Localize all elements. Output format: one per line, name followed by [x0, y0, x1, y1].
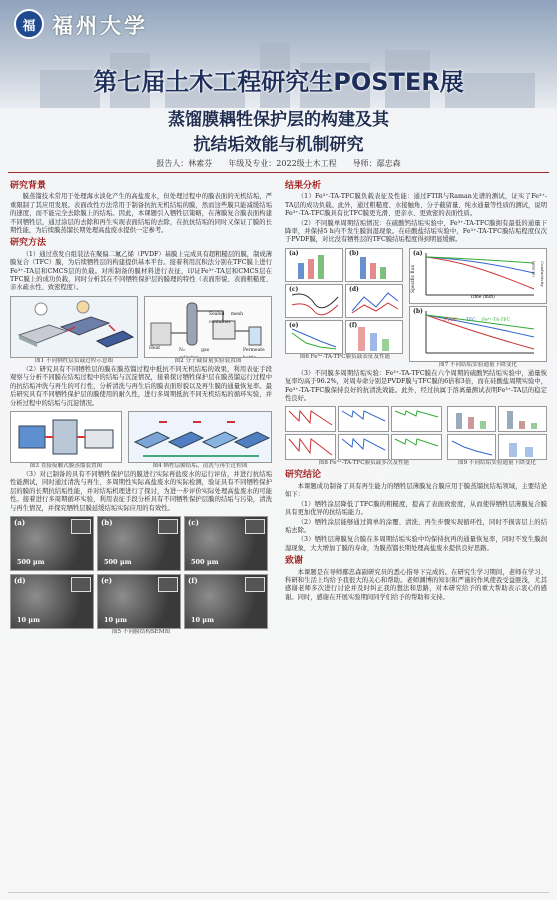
university-logo: 福	[14, 9, 44, 39]
fig2-label-bottle: Permeate	[243, 347, 265, 353]
sem-scale-b: 500 μm	[104, 557, 132, 566]
sem-panel-c	[184, 516, 268, 571]
event-title: 第七届土木工程研究生POSTER展	[93, 68, 464, 96]
fig2-label-heat: Heat	[149, 345, 161, 351]
methods-heading: 研究方法	[10, 238, 47, 249]
sem-panel-f	[184, 574, 268, 629]
fig9-caption: 图9 不同结垢实验通量下降变化	[457, 460, 537, 467]
fig3-image	[10, 411, 122, 463]
fig7a-xlabel: Time (min)	[470, 295, 495, 301]
fig6-panel-f: (f)	[345, 320, 403, 354]
fig7-caption: 图7 不同结垢实验通量下降变化	[438, 361, 518, 368]
fig6-caption: 图6 Fe³⁺-TA-TFC膜负载表征及性能	[299, 353, 391, 360]
sem-label-b: (b)	[101, 517, 113, 527]
poster-title-line1: 蒸馏膜耦牲保护层的构建及其	[168, 110, 389, 130]
background-text: 膜蒸馏技术常用于处理海水淡化产生的高盐废水，但处理过程中的膜表面的无机结垢，严重限制了其应用发展。表面改性方法常用于制备抗抗无机结垢的膜，然而这些膜只能减缓结垢的速度，而不能完全去除膜上的结垢。因此，本课题引入牺牲层策略，在薄膜复合膜表面构建不同牺牲层，通过涂层的去除和再生实现表面结垢的去除，在抗抗结垢的同时又保证了膜的长期性能，为后续膜蒸馏长期处理高盐废水提供一定参考。	[10, 193, 272, 235]
sem-scale-d: 10 μm	[17, 615, 40, 624]
figure-row-8-9	[285, 406, 547, 467]
fig6-panel-c: (c)	[285, 284, 343, 318]
fig6-panel-b: (b)	[345, 248, 403, 282]
sem-scale-f: 10 μm	[191, 615, 214, 624]
university-name: 福州大学	[52, 13, 148, 38]
fig7-panel-b: (b) PVDF TFC Fe³⁺-TA-TFC	[409, 306, 547, 362]
figure-row-1	[10, 296, 272, 365]
fig9-grid	[447, 406, 547, 460]
fig2-image	[144, 296, 272, 358]
conclusion-intro: 本课题成功制备了具有再生能力的牺牲层薄膜复合膜应用于膜蒸馏抗结垢领域，主要结论如下：	[285, 482, 547, 499]
thanks-heading: 致谢	[285, 556, 304, 567]
fig5-sem-grid	[10, 516, 272, 629]
legend-fe-ta-tfc: Fe³⁺-TA-TFC	[482, 317, 511, 323]
legend-pvdf: PVDF	[444, 317, 458, 323]
fig8-caption: 图8 Fe³⁺-TA-TFC膜负载多次及性能	[318, 460, 410, 467]
fig7a-ylabel2: Conductivity (μS/cm)	[531, 260, 545, 287]
background-heading: 研究背景	[10, 181, 47, 191]
sem-panel-a	[10, 516, 94, 571]
sem-label-f: (f)	[188, 575, 198, 585]
poster-title-line2: 抗结垢效能与机制研究	[193, 135, 364, 155]
thanks-text: 本课题是在导师鄢忠森副研究员的悉心指导下完成的。在研究生学习期间，老师在学习、科研和生活上均给予我很大的关心和帮助。老师渊博的知识和严谨的作风使我受益匪浅，尤其感谢老师多次进行讨论并及时纠正我的想法和思路，对本研究给予的重大帮助表示衷心的感谢。同时，感谢在开展实验期间同学们给予的帮助和支持。	[285, 568, 547, 601]
sem-scale-a: 500 μm	[17, 557, 45, 566]
left-column	[10, 178, 272, 636]
fig2-label-gas: N₂ gas	[179, 347, 209, 353]
conclusion-item-1: （1）牺牲涂层降低了TFC膜的粗糙度，提高了表面致密度，从而使得牺牲层薄膜复合膜具有更加优异的抗结垢能力。	[285, 500, 547, 517]
sem-scale-c: 500 μm	[191, 557, 219, 566]
sem-panel-e	[97, 574, 181, 629]
sem-panel-d	[10, 574, 94, 629]
sem-panel-b	[97, 516, 181, 571]
results-text-1: （1）Fe³⁺-TA-TFC膜负载表征及性能：通过FTIR与Raman光谱的测试，证实了Fe³⁺-TA层的成功负载。此外，通过粗糙度、水接触角、分子截留量、纯水通量等性质的测试，说明Fe³⁺-TA-TFC膜具有比TFC膜更光滑、更亲水、更致密的表面性质。	[285, 193, 547, 218]
results-text-3: （3）不同膜多周期结垢实验：Fe³⁺-TA-TFC膜在六个周期的硫酸钙结垢实验中，通量恢复率均高于96.2%，对周寿命分别是PVDF膜与TFC膜的6倍和3倍，而在硅酸盐周期实验中，Fe³⁺-TA-TFC膜保持良好的抗清洗效能。此外，经过执属于溶离量测试表明Fe³⁺-TA层的稳定性良好。	[285, 369, 547, 403]
sem-scale-e: 10 μm	[104, 615, 127, 624]
fig2-label-container: Sealed mesh container	[209, 311, 243, 326]
fig1-caption: 图1 不同牺牲层负载过程示意图	[34, 357, 114, 364]
fig2-caption: 图2 分子截留量实验装置图	[174, 357, 242, 364]
methods-text-1: （1）通过蒸发自组装法在聚偏二氟乙烯（PVDF）基膜上完成具有超粗糙层的膜，制成薄膜复合（TFC）膜，为后续牺牲层的构建提供基本平台。接着利用沉积法分别在TFC膜上进行Fe³⁺-TA层和CMCS层的负载。对所制备的膜材料进行表征，印证Fe³⁺-TA层和CMCS层在TFC膜上的成功负载，同时分析其在不同牺牲保护层的膜理的特性（表面形貌、表面粗糙度、亲水疏水性、致密程度）。	[10, 250, 272, 292]
fig6-grid	[285, 248, 405, 354]
fig7a-ylabel: Specific flux	[411, 264, 416, 293]
footer-divider	[8, 892, 549, 893]
fig1-image	[10, 296, 138, 358]
conclusion-heading: 研究结论	[285, 470, 322, 481]
right-column	[285, 178, 547, 603]
figure-row-6-7	[285, 248, 547, 369]
author-line: 报告人：林素芬 年级及专业：2022级土木工程 导师：鄢忠森	[156, 159, 401, 168]
fig5-caption: 图5 不同膜结构SEM图	[111, 628, 171, 635]
sem-label-e: (e)	[101, 575, 113, 585]
sem-label-c: (c)	[188, 517, 199, 527]
fig6-panel-e: (e)	[285, 320, 343, 354]
fig4-image	[128, 411, 272, 463]
fig6-panel-a: (a)	[285, 248, 343, 282]
fig7-panel-a: (a) Specific flux Time (min) Conductivity (μS/cm)	[409, 248, 547, 304]
legend-tfc: TFC	[466, 317, 476, 323]
fig4-caption: 图4 牺牲层膜结垢、清洗与再生过程图	[152, 462, 248, 469]
conclusion-item-2: （2）牺牲涂层能够通过简单的涂覆、清洗、再生步骤实现循环性，同时不损害层上的结垢去除。	[285, 518, 547, 534]
header-divider	[8, 172, 549, 173]
results-heading: 结果分析	[285, 181, 322, 191]
conclusion-item-3: （3）牺牲层薄膜复合膜在多周期结垢实验中均保持抗再的通量恢复率，同时不发生膜润湿现象，大大增加了膜的寿命，为膜蒸馏长期处理高盐废水提供良好思路。	[285, 536, 547, 552]
methods-text-3: （3）对已制备的具有不同牺牲保护层的膜进行实际再盐废水的运行评估，并进行抗结垢性能测试，同时通过清洗与再生、多周期性实际高盐废水的实际检测，验证具有不同牺牲保护层的膜的长期抗结垢性能，并对结垢机理进行了探讨，为进一步评价实际处理高盐废水的可能性。接着进行多周期循环实验，利用表征手段分析具有不同牺牲保护层膜的结垢与污染，清洗与再生情况，并探究牺牲层膜延缓结垢实际应用的有效性。	[10, 470, 272, 512]
fig3-caption: 图3 直接接触式膜蒸馏装置图	[29, 462, 103, 469]
sem-label-d: (d)	[14, 575, 26, 585]
sem-label-a: (a)	[14, 517, 26, 527]
results-text-2: （2）不同膜单周期结垢情况：在硫酸钙结垢实验中，Fe³⁺-TA-TFC膜拥有最低的通量下降率，并保持5 h内不发生膜润湿现象。在硅酸盐结垢实验中，Fe³⁺-TA-TFC膜结垢程度仅次于PVDF膜，对比没有牺牲层的TFC膜结垢程度得到明显缓解。	[285, 219, 547, 244]
figure-row-2	[10, 411, 272, 470]
fig8-grid	[285, 406, 443, 460]
header-banner	[0, 0, 557, 108]
fig6-panel-d: (d)	[345, 284, 403, 318]
methods-text-2: （2）研究具有不同牺牲层的膜在膜蒸馏过程中抵抗不同无机结垢的效果，利用表征手段观察与分析不同膜在结垢过程中的结垢与沉淀情况，接着探讨牺牲保护层在膜蒸馏运行过程中的抗结垢冲洗与再生的可行性，分析清洗与再生后的膜表面形貌以及再生膜的通量恢复率。最后研究具有不同牺牲保护层的膜使用的耐久性，进行多周期抵抗不同无机结垢的循环实验，并分析过程中的结垢与沉淀情况。	[10, 365, 272, 407]
